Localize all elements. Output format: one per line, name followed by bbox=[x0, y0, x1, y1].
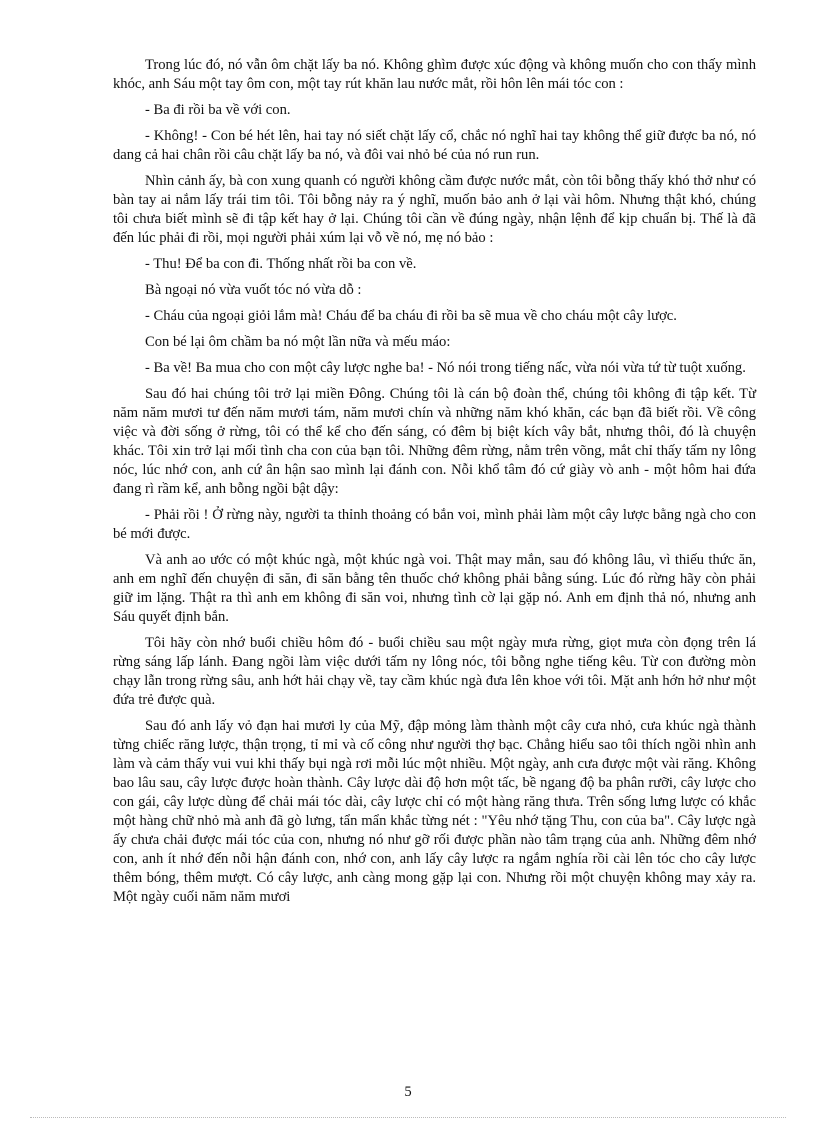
paragraph: - Không! - Con bé hét lên, hai tay nó siết chặt lấy cổ, chắc nó nghĩ hai tay không thể giữ được ba nó, nó dang cả hai chân rồi câu chặt lấy ba nó, và đôi vai nhỏ bé của nó run run. bbox=[113, 128, 756, 163]
paragraph: Tôi hãy còn nhớ buổi chiều hôm đó - buổi chiều sau một ngày mưa rừng, giọt mưa còn đọng trên lá rừng sáng lấp lánh. Đang ngồi làm việc dưới tấm ny lông nóc, tôi bỗng nghe tiếng kêu. Từ con đường mòn chạy lẫn trong rừng sâu, anh hớt hải chạy về, tay cầm khúc ngà đưa lên khoe với tôi. Mặt anh hớn hở như một đứa trẻ được quà. bbox=[113, 635, 756, 708]
paragraph: Sau đó hai chúng tôi trở lại miền Đông. Chúng tôi là cán bộ đoàn thể, chúng tôi không đi tập kết. Từ năm năm mươi tư đến năm mươi tám, năm mươi chín và những năm khó khăn, các bạn đã biết rồi. Về công việc và đời sống ở rừng, tôi có thể kể cho đến sáng, có đêm bị biệt kích vây bắt, nhưng thôi, đó là chuyện khác. Tôi xin trở lại mối tình cha con của bạn tôi. Những đêm rừng, nằm trên võng, mắt chỉ thấy tấm ny lông nóc, lúc nhớ con, anh cứ ân hận sao mình lại đánh con. Nỗi khổ tâm đó cứ giày vò anh - một hôm hai đứa đang rì rầm kể, anh bỗng ngồi bật dậy: bbox=[113, 386, 756, 497]
bottom-divider bbox=[30, 1117, 786, 1118]
paragraph: - Phải rồi ! Ở rừng này, người ta thỉnh thoảng có bắn voi, mình phải làm một cây lược bằng ngà cho con bé mới được. bbox=[113, 507, 756, 542]
paragraph: Nhìn cảnh ấy, bà con xung quanh có người không cầm được nước mắt, còn tôi bỗng thấy khó thở như có bàn tay ai nắm lấy trái tim tôi. Tôi bỗng nảy ra ý nghĩ, muốn bảo anh ở lại vài hôm. Nhưng thật khó, chúng tôi chưa biết mình sẽ đi tập kết hay ở lại. Chúng tôi cần về đúng ngày, nhận lệnh để kịp chuẩn bị. Thế là đã đến lúc phải đi rồi, mọi người phải xúm lại vỗ về nó, mẹ nó bảo : bbox=[113, 173, 756, 246]
paragraph: Sau đó anh lấy vỏ đạn hai mươi ly của Mỹ, đập mỏng làm thành một cây cưa nhỏ, cưa khúc ngà thành từng chiếc răng lược, thận trọng, tỉ mỉ và cố công như người thợ bạc. Chẳng hiểu sao tôi thích ngồi nhìn anh làm và cảm thấy vui vui khi thấy bụi ngà rơi mỗi lúc một nhiều. Một ngày, anh cưa được một vài răng. Không bao lâu sau, cây lược được hoàn thành. Cây lược dài độ hơn một tấc, bề ngang độ ba phân rưỡi, cây lược cho con gái, cây lược dùng để chải mái tóc dài, cây lược chỉ có một hàng răng thưa. Trên sống lưng lược có khắc một hàng chữ nhỏ mà anh đã gò lưng, tẩn mẩn khắc từng nét : "Yêu nhớ tặng Thu, con của ba". Cây lược ngà ấy chưa chải được mái tóc của con, nhưng nó như gỡ rối được phần nào tâm trạng của anh. Những đêm nhớ con, anh ít nhớ đến nỗi hận đánh con, nhớ con, anh lấy cây lược ra ngắm nghía rồi cài lên tóc cho cây lược thêm bóng, thêm mượt. Có cây lược, anh càng mong gặp lại con. Nhưng rồi một chuyện không may xảy ra. Một ngày cuối năm năm mươi bbox=[113, 718, 756, 905]
paragraph: Con bé lại ôm chầm ba nó một lần nữa và mếu máo: bbox=[145, 334, 451, 350]
paragraph: Và anh ao ước có một khúc ngà, một khúc ngà voi. Thật may mắn, sau đó không lâu, vì thiếu thức ăn, anh em nghĩ đến chuyện đi săn, đi săn bằng tên thuốc chớ không phải bằng súng. Lúc đó rừng hãy còn phải giữ im lặng. Thật ra thì anh em không đi săn voi, nhưng tình cờ lại gặp nó. Anh em định thả nó, nhưng anh Sáu quyết định bắn. bbox=[113, 552, 756, 625]
paragraph: - Cháu của ngoại giỏi lắm mà! Cháu để ba cháu đi rồi ba sẽ mua về cho cháu một cây lược. bbox=[145, 308, 677, 324]
paragraph: Bà ngoại nó vừa vuốt tóc nó vừa dỗ : bbox=[145, 282, 362, 298]
page-number: 5 bbox=[404, 1084, 412, 1100]
paragraph: Trong lúc đó, nó vẫn ôm chặt lấy ba nó. Không ghìm được xúc động và không muốn cho con thấy mình khóc, anh Sáu một tay ôm con, một tay rút khăn lau nước mắt, rồi hôn lên mái tóc con : bbox=[113, 57, 756, 92]
paragraph: - Thu! Để ba con đi. Thống nhất rồi ba con về. bbox=[145, 256, 417, 272]
paragraph: - Ba về! Ba mua cho con một cây lược nghe ba! - Nó nói trong tiếng nấc, vừa nói vừa tứ từ tuột xuống. bbox=[145, 360, 746, 376]
body-text bbox=[113, 56, 756, 914]
paragraph: - Ba đi rồi ba về với con. bbox=[145, 102, 291, 118]
